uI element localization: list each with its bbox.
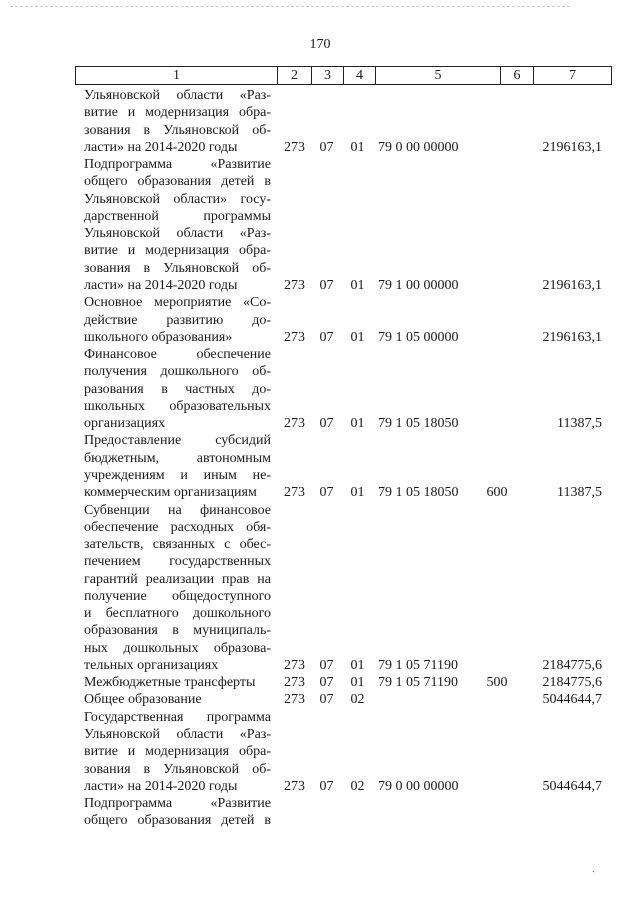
- table-row: [0, 87, 640, 105]
- row-cell-col3: 07: [319, 485, 334, 501]
- row-cell-col4: 01: [350, 416, 365, 432]
- row-cell-col2: 273: [284, 675, 305, 691]
- row-cell-col7: 2196163,1: [542, 329, 602, 345]
- table-row: [0, 674, 640, 692]
- row-name-text: Ульяновской области» госу-: [84, 191, 271, 207]
- row-name-text: гарантий реализации прав на: [84, 571, 271, 587]
- row-name-text: витие и модернизация обра-: [84, 744, 271, 760]
- row-cell-col7: 11387,5: [557, 485, 602, 501]
- row-cell-col3: 07: [319, 657, 334, 673]
- row-cell-col2: 273: [284, 139, 305, 155]
- column-header-3: 3: [312, 67, 344, 85]
- row-name-text: тельных организациях: [84, 657, 219, 673]
- row-cell-col5: 79 1 05 00000: [378, 329, 459, 345]
- table-row: [0, 778, 640, 796]
- row-name-text: Межбюджетные трансферты: [84, 675, 256, 691]
- row-name-text: дарственной программы: [84, 208, 271, 224]
- table-row: [0, 277, 640, 295]
- row-cell-col7: 2184775,6: [542, 675, 602, 691]
- row-cell-col4: 02: [350, 692, 365, 708]
- row-name-text: получения дошкольного об-: [84, 364, 271, 380]
- table-row: [0, 156, 640, 174]
- row-cell-col2: 273: [284, 778, 305, 794]
- column-header-5: 5: [376, 67, 501, 85]
- row-cell-col5: 79 1 05 18050: [378, 485, 459, 501]
- scan-mark: ˎ: [592, 862, 596, 873]
- row-name-text: Государственная программа: [84, 709, 271, 725]
- table-row: [0, 122, 640, 140]
- row-name-text: ласти» на 2014-2020 годы: [84, 139, 238, 155]
- row-cell-col4: 01: [350, 139, 365, 155]
- row-name-text: учреждениям и иным не-: [84, 467, 271, 483]
- row-cell-col7: 2196163,1: [542, 139, 602, 155]
- page-number: 170: [309, 37, 331, 52]
- row-name-text: зования в Ульяновской об-: [84, 761, 271, 777]
- row-cell-col2: 273: [284, 278, 305, 293]
- row-name-text: ласти» на 2014-2020 годы: [84, 278, 238, 293]
- row-name-text: коммерческим организациям: [84, 485, 257, 501]
- row-cell-col2: 273: [284, 485, 305, 501]
- table-row: [0, 761, 640, 779]
- row-name-text: Предоставление субсидий: [84, 433, 271, 449]
- table-row: [0, 208, 640, 226]
- table-row: [0, 225, 640, 243]
- column-header-2: 2: [278, 67, 312, 85]
- row-name-text: образования в муниципаль-: [84, 623, 271, 639]
- row-name-text: Финансовое обеспечение: [84, 347, 271, 363]
- table-row: [0, 173, 640, 191]
- row-name-text: Ульяновской области «Раз-: [84, 88, 271, 103]
- table-row: [0, 622, 640, 640]
- row-cell-col2: 273: [284, 416, 305, 432]
- table-row: [0, 346, 640, 364]
- row-name-text: ласти» на 2014-2020 годы: [84, 778, 238, 794]
- row-name-text: и бесплатного дошкольного: [84, 606, 271, 622]
- table-row: [0, 502, 640, 520]
- row-name-text: зательств, связанных с обес-: [84, 537, 271, 552]
- table-row: [0, 795, 640, 813]
- row-name-text: обеспечение расходных обя-: [84, 519, 271, 535]
- column-header-7: 7: [534, 67, 612, 85]
- table-row: [0, 553, 640, 571]
- row-cell-col3: 07: [319, 278, 334, 293]
- row-cell-col5: 79 0 00 00000: [378, 139, 459, 155]
- row-cell-col7: 2184775,6: [542, 657, 602, 673]
- row-cell-col3: 07: [319, 675, 334, 691]
- table-row: [0, 571, 640, 589]
- table-row: [0, 381, 640, 399]
- row-cell-col3: 07: [319, 139, 334, 155]
- table-row: [0, 519, 640, 537]
- row-name-text: организациях: [84, 416, 166, 432]
- row-cell-col5: 79 1 00 00000: [378, 278, 459, 293]
- row-cell-col3: 07: [319, 329, 334, 345]
- row-name-text: Подпрограмма «Развитие: [84, 157, 271, 173]
- row-cell-col2: 273: [284, 692, 305, 708]
- table-row: [0, 743, 640, 761]
- row-cell-col5: 79 1 05 18050: [378, 416, 459, 432]
- row-name-text: Субвенции на финансовое: [84, 502, 271, 518]
- column-header-6: 6: [501, 67, 534, 85]
- table-row: [0, 432, 640, 450]
- row-cell-col7: 5044644,7: [542, 778, 602, 794]
- table-row: [0, 588, 640, 606]
- row-cell-col4: 01: [350, 329, 365, 345]
- row-cell-col6: 500: [486, 675, 508, 691]
- table-row: [0, 536, 640, 554]
- row-name-text: зования в Ульяновской об-: [84, 260, 271, 276]
- row-cell-col5: 79 0 00 00000: [378, 778, 459, 794]
- table-row: [0, 139, 640, 157]
- row-name-text: школьных образовательных: [84, 398, 271, 414]
- table-row: [0, 104, 640, 122]
- row-name-text: зования в Ульяновской об-: [84, 122, 271, 138]
- table-row: [0, 242, 640, 260]
- table-row: [0, 294, 640, 312]
- row-name-text: Подпрограмма «Развитие: [84, 796, 271, 812]
- table-row: [0, 329, 640, 347]
- row-name-text: бюджетным, автономным: [84, 450, 271, 466]
- table-row: [0, 415, 640, 433]
- row-name-text: общего образования детей в: [84, 813, 271, 829]
- row-name-text: разования в частных до-: [84, 381, 271, 397]
- row-cell-col2: 273: [284, 329, 305, 345]
- table-row: [0, 605, 640, 623]
- table-row: [0, 450, 640, 468]
- row-cell-col4: 02: [350, 778, 365, 794]
- row-cell-col4: 01: [350, 657, 365, 673]
- row-name-text: печением государственных: [84, 554, 271, 570]
- row-cell-col5: 79 1 05 71190: [378, 675, 458, 691]
- row-name-text: школьного образования»: [84, 329, 233, 345]
- table-row: [0, 363, 640, 381]
- table-row: [0, 260, 640, 278]
- row-cell-col5: 79 1 05 71190: [378, 657, 458, 673]
- row-name-text: Общее образование: [84, 692, 202, 708]
- row-cell-col3: 07: [319, 778, 334, 794]
- row-name-text: Ульяновской области «Раз-: [84, 727, 271, 742]
- table-row: [0, 398, 640, 416]
- table-row: [0, 812, 640, 830]
- table-row: [0, 467, 640, 485]
- row-cell-col4: 01: [350, 278, 365, 293]
- row-name-text: получение общедоступного: [84, 588, 271, 604]
- table-row: [0, 691, 640, 709]
- row-name-text: действие развитию до-: [84, 312, 271, 328]
- row-cell-col7: 2196163,1: [542, 278, 602, 293]
- table-row: [0, 726, 640, 744]
- column-header-1: 1: [76, 67, 278, 85]
- row-name-text: ных дошкольных образова-: [84, 640, 271, 656]
- row-name-text: Основное мероприятие «Со-: [84, 295, 271, 311]
- row-name-text: витие и модернизация обра-: [84, 105, 271, 121]
- row-cell-col3: 07: [319, 416, 334, 432]
- table-row: [0, 657, 640, 675]
- row-cell-col4: 01: [350, 675, 365, 691]
- row-cell-col7: 5044644,7: [542, 692, 602, 708]
- row-cell-col4: 01: [350, 485, 365, 501]
- table-row: [0, 312, 640, 330]
- row-name-text: витие и модернизация обра-: [84, 243, 271, 259]
- row-cell-col3: 07: [319, 692, 334, 708]
- row-cell-col2: 273: [284, 657, 305, 673]
- table-row: [0, 709, 640, 727]
- row-name-text: Ульяновской области «Раз-: [84, 226, 271, 242]
- column-header-4: 4: [344, 67, 376, 85]
- table-row: [0, 191, 640, 209]
- table-row: [0, 640, 640, 658]
- table-row: [0, 484, 640, 502]
- row-name-text: общего образования детей в: [84, 174, 271, 190]
- row-cell-col6: 600: [486, 485, 508, 501]
- row-cell-col7: 11387,5: [557, 416, 602, 432]
